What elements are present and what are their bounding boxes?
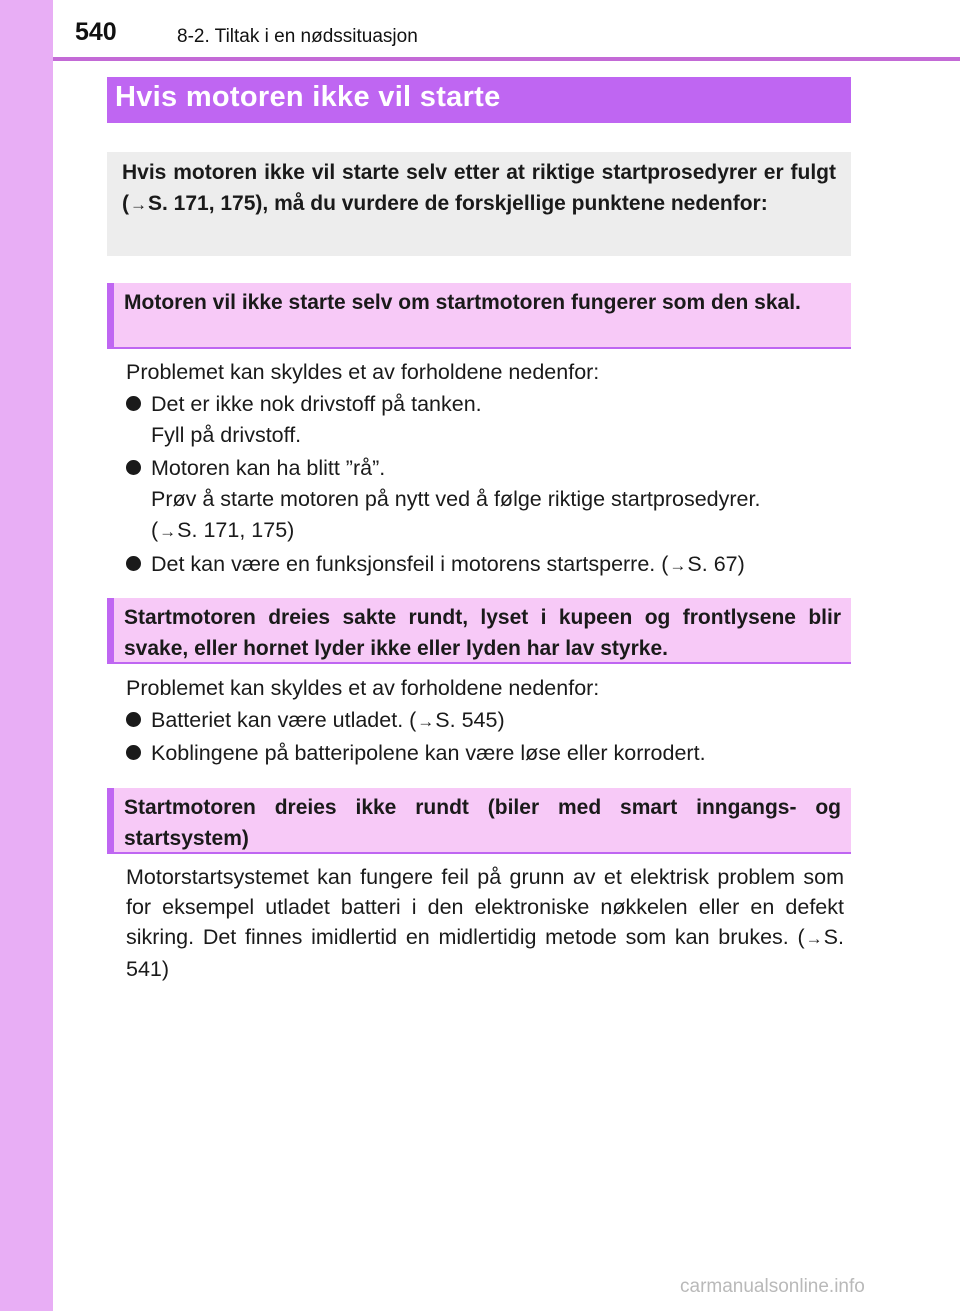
bullet-icon: [126, 396, 141, 411]
bullet-icon: [126, 712, 141, 727]
bullet-icon: [126, 460, 141, 475]
bullet-icon: [126, 556, 141, 571]
list-item: Motoren kan ha blitt ”rå”. Prøv å starte motoren på nytt ved å følge riktige startprosedyrer. (→S. 171, 175): [126, 453, 844, 547]
header-rule: [53, 57, 960, 61]
list-item: Batteriet kan være utladet. (→S. 545): [126, 705, 844, 737]
lead-text: Problemet kan skyldes et av forholdene nedenfor:: [126, 676, 600, 700]
arrow-right-icon: →: [669, 556, 687, 575]
section-banner: [107, 77, 851, 123]
page-number: 540: [75, 18, 117, 46]
page-reference[interactable]: S. 541): [126, 925, 844, 981]
bullet-icon: [126, 745, 141, 760]
list-item: Det kan være en funksjonsfeil i motorens startsperre. (→S. 67): [126, 549, 844, 581]
watermark: carmanualsonline.info: [680, 1276, 865, 1297]
paragraph: Motorstartsystemet kan fungere feil på grunn av et elektrisk problem som for eksempel utladet batteri i den elektroniske nøkkelen eller en defekt sikring. Det finnes imidlertid en midlertidig metode som kan brukes. (→S. 541): [126, 865, 844, 981]
arrow-right-icon: →: [159, 522, 177, 541]
intro-reference[interactable]: S. 171, 175), må du vurdere de forskjellige punktene nedenfor:: [148, 192, 768, 215]
page-reference[interactable]: S. 67): [687, 552, 745, 576]
list-item: Det er ikke nok drivstoff på tanken. Fyll på drivstoff.: [126, 389, 844, 451]
section-title: Hvis motoren ikke vil starte: [115, 81, 501, 113]
list-item: Koblingene på batteripolene kan være løse eller korrodert.: [126, 738, 844, 769]
subheading-slow-crank: Startmotoren dreies sakte rundt, lyset i kupeen og frontlysene blir svake, eller hornet lyder ikke eller lyden har lav styrke.: [107, 598, 851, 664]
chapter-title: 8-2. Tiltak i en nødssituasjon: [177, 26, 418, 47]
side-tab-bar: [0, 0, 53, 1311]
lead-text: Problemet kan skyldes et av forholdene nedenfor:: [126, 360, 600, 384]
intro-text: Hvis motoren ikke vil starte selv etter at riktige startprosedyrer er fulgt (→S. 171, 175), må du vurdere de forskjellige punktene nedenfor:: [122, 157, 836, 220]
page-reference[interactable]: S. 545): [435, 708, 505, 732]
arrow-right-icon: →: [417, 712, 435, 731]
page-reference[interactable]: S. 171, 175): [177, 518, 295, 542]
intro-box: [107, 152, 851, 256]
arrow-right-icon: →: [805, 929, 823, 948]
subheading-engine-cranks: Motoren vil ikke starte selv om startmotoren fungerer som den skal.: [107, 283, 851, 349]
arrow-right-icon: →: [130, 195, 147, 214]
subheading-no-crank: Startmotoren dreies ikke rundt (biler med smart inngangs- og startsystem): [107, 788, 851, 854]
